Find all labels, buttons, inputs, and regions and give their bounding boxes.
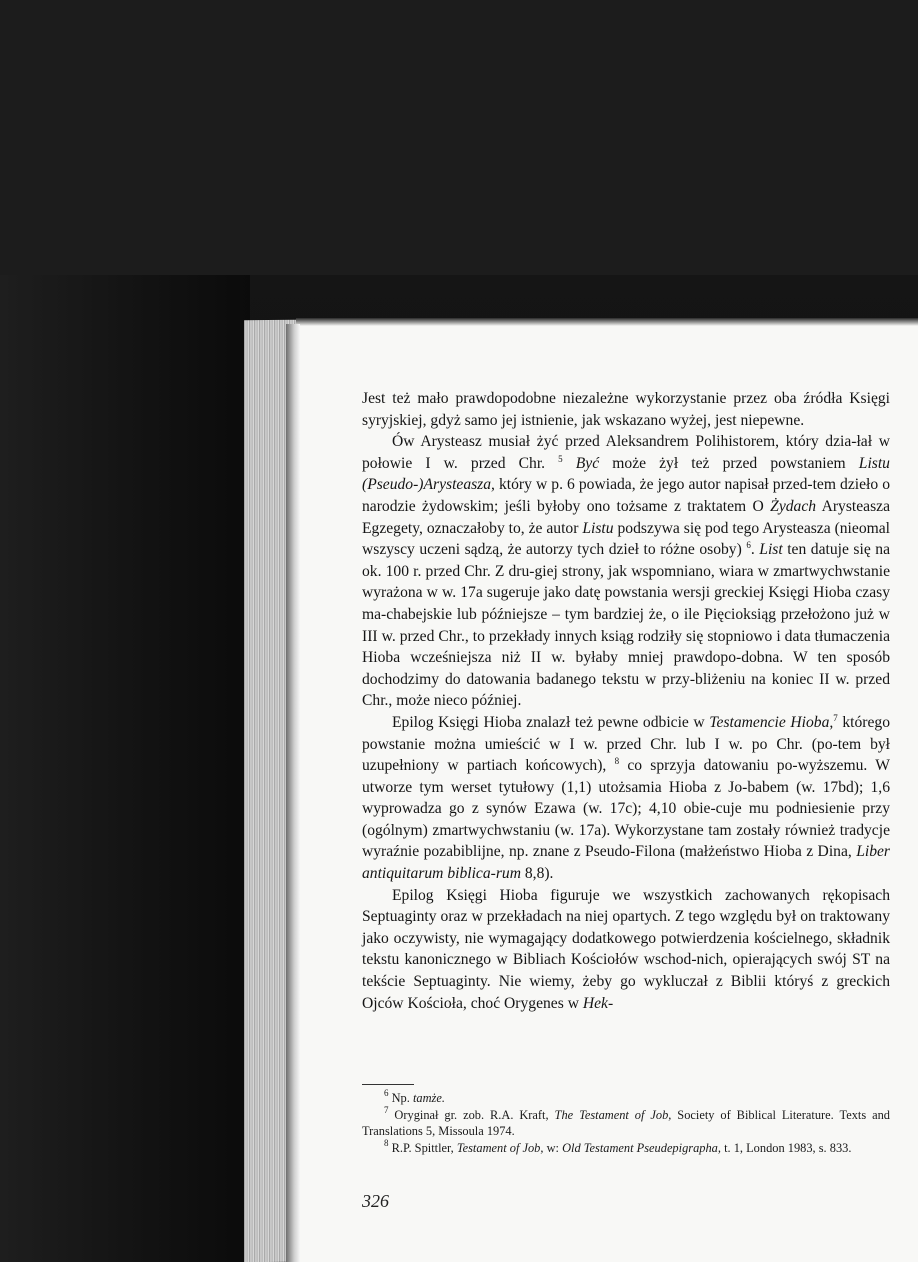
page-gutter: [286, 324, 300, 1262]
italic-run: Listu: [582, 519, 614, 537]
italic-run: Liber antiquitarum biblica-rum: [362, 843, 890, 883]
paragraph-3: [362, 712, 890, 885]
footnote-number: 7: [384, 1104, 389, 1115]
text-run: Arysteasza Egzegety, oznaczałoby to, że autor: [362, 497, 890, 537]
text-run: ten datuje się na ok. 100 r. przed Chr. Z dru-giej strony, jak wspomniano, wiara w zmartwychwstanie wyrażona w w. 17a sugeruje jako datę powstania wersji greckiej Księgi Hioba czasy ma-chabejskie lub późniejsze – tym bardziej że, o ile Pięcioksiąg przełożono już w III w. przed Chr., to przekłady innych ksiąg rodziły się stopniowo i data tłumaczenia Hioba wcześniejsza niż II w. byłaby mniej prawdopo-dobna. W ten sposób dochodzimy do datowania badanego tekstu w przy-bliżeniu na koniec II w. przed Chr., może nieco później.: [362, 541, 891, 710]
italic-run: Hek-: [582, 994, 614, 1012]
text-run: który w p. 6 powiada, że jego autor napisał przed-tem dzieło o narodzie żydowskim; jeśli byłoby ono tożsame z traktatem O: [362, 476, 890, 515]
text-run: co sprzyja datowaniu po-wyższemu. W utworze tym werset tytułowy (1,1) utożsamia Hioba z Jo-babem (w. 17bd); 1,6 wyprowadza go z synów Ezawa (w. 17c); 4,10 obie-cuje mu podniesienie przy (ogólnym) zmartwychwstaniu (w. 17a). Wykorzystane tam zostały również tradycje wyraźnie pozabiblijne, np. znane z Pseudo-Filona (małżeństwo Hioba z Dina,: [362, 757, 891, 861]
main-text: [362, 388, 890, 1014]
footnote-ref-8: 8: [614, 756, 620, 767]
text-run: [563, 455, 576, 472]
text-run: t. 1, London 1983, s. 833.: [720, 1140, 852, 1155]
footnote-divider: [362, 1084, 414, 1085]
text-run: którego powstanie można umieścić w I w. przed Chr. lub I w. po Chr. (po-tem był uzupełniony w partiach końcowych),: [362, 713, 890, 775]
footnote-ref-6: 6: [746, 540, 751, 551]
text-run: może żył też przed powstaniem: [599, 454, 859, 472]
text-run: .: [750, 541, 760, 559]
footnote-number: 8: [384, 1137, 389, 1148]
footnote-ref-7: 7: [833, 712, 838, 723]
text-run: 8,8).: [520, 865, 554, 883]
text-run: R.P. Spittler,: [388, 1140, 457, 1155]
footnote-8: [362, 1137, 890, 1157]
page-number: 326: [362, 1191, 389, 1211]
text-run: Ów Arysteasz musiał żyć przed Aleksandrem Polihistorem, który dzia-łał w połowie I w. przed Chr.: [362, 433, 890, 472]
text-run: Society of Biblical Literature. Texts and Translations 5, Missoula 1974.: [362, 1107, 890, 1139]
italic-run: The Testament of Job,: [554, 1107, 672, 1122]
italic-run: Testament of Job,: [456, 1140, 544, 1155]
italic-run: Old Testament Pseudepigrapha,: [562, 1140, 721, 1155]
page-top-shadow: [296, 318, 918, 326]
italic-run: Być: [575, 454, 600, 472]
footnotes: [362, 1090, 890, 1156]
text-run: w:: [543, 1140, 563, 1155]
paragraph-4: [362, 885, 890, 1015]
text-run: Np.: [388, 1091, 413, 1105]
text-run: Epilog Księgi Hioba znalazł też pewne odbicie w: [392, 713, 710, 731]
footnote-6: [362, 1090, 890, 1107]
text-run: Oryginał gr. zob. R.A. Kraft,: [388, 1107, 555, 1122]
italic-run: List: [759, 541, 783, 559]
italic-run: Testamencie Hioba,: [709, 713, 834, 731]
italic-run: Listu (Pseudo-)Arysteasza,: [362, 454, 890, 494]
book-left-side: [0, 275, 250, 1262]
paragraph-1: [362, 388, 890, 431]
italic-run: Żydach: [770, 497, 817, 515]
footnote-number: 6: [384, 1088, 389, 1098]
footnote-7: [362, 1104, 890, 1140]
footnote-ref-5: 5: [558, 453, 563, 464]
text-run: podszywa się pod tego Arysteasza (nieomal wszyscy uczeni sądzą, że autorzy tych dzieł to różne osoby): [362, 519, 890, 559]
text-run: Jest też mało prawdopodobne niezależne wykorzystanie przez oba źródła Księgi syryjskiej, gdyż samo jej istnienie, jak wskazano wyżej, jest niepewne.: [362, 390, 890, 429]
paragraph-2: [362, 431, 890, 712]
text-run: Epilog Księgi Hioba figuruje we wszystkich zachowanych rękopisach Septuaginty oraz w przekładach na niej opartych. Z tego względu był on traktowany jako oczywisty, nie wymagający dodatkowego potwierdzenia kościelnego, składnik tekstu kanonicznego w Bibliach Kościołów wschod-nich, opierających swój ST na tekście Septuaginty. Nie wiemy, żeby go wykluczał z Biblii któryś z greckich Ojców Kościoła, choć Orygenes w: [362, 886, 890, 1012]
italic-run: tamże.: [412, 1091, 445, 1105]
